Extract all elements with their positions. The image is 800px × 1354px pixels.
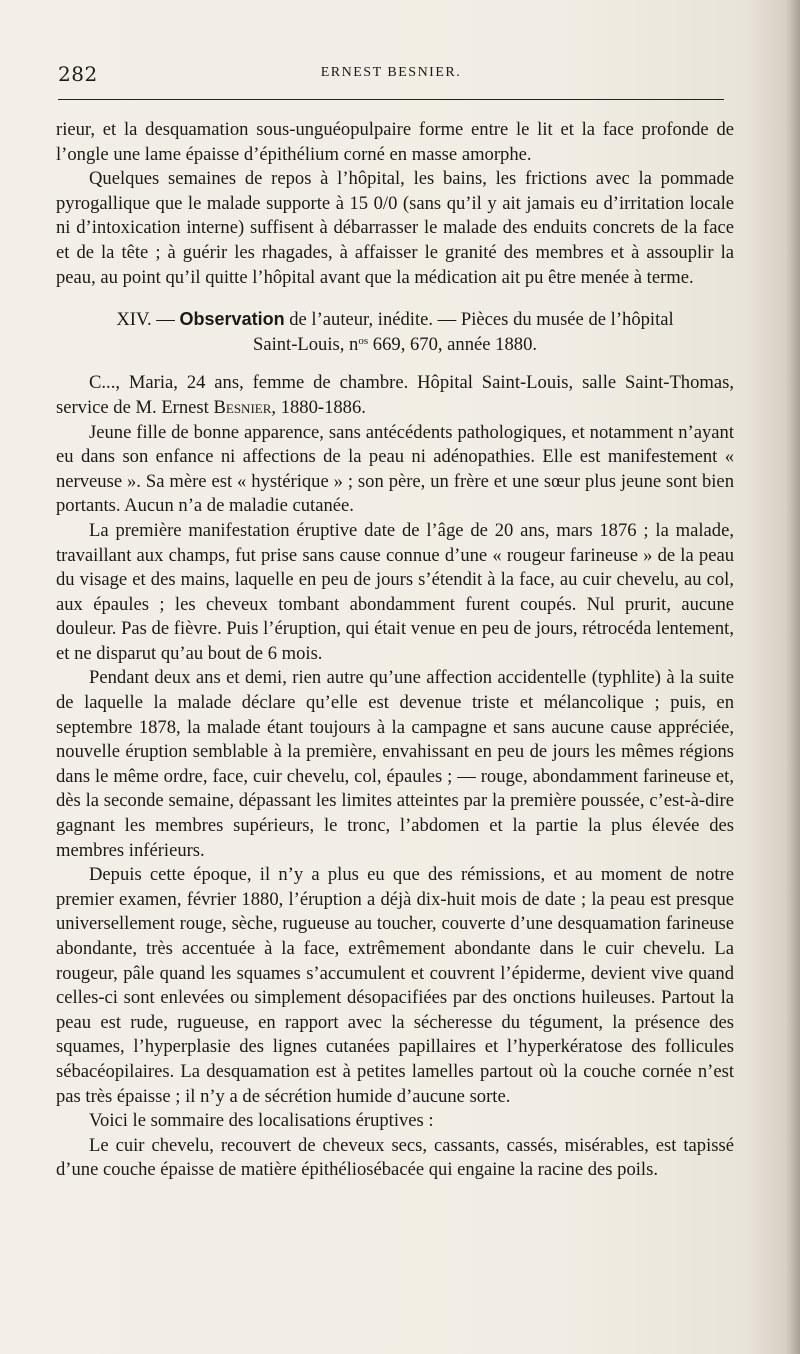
section-subtitle-prefix: Saint-Louis, n: [252, 333, 359, 355]
section-heading: [56, 307, 734, 357]
paragraph-treatment: Quelques semaines de repos à l’hôpital, les bains, les frictions avec la pommade pyrogallique que le malade supporte à 15 0/0 (sans qu’il y ait jamais eu d’irritation locale ni d’intoxication interne) suffisent à débarrasser le malade des enduits concrets de la face et de la tête ; à guérir les rhagades, à affaisser le granité des membres et à assouplir la peau, au point qu’il quitte l’hôpital avant que la médication ait pu être menée à terme.: [56, 168, 734, 288]
section-subtitle-sup: os: [358, 334, 369, 347]
running-head: ERNEST BESNIER.: [320, 65, 462, 80]
observation-intro-end: , 1880-1886.: [271, 396, 366, 418]
page-number: 282: [58, 62, 98, 86]
section-number: XIV. —: [116, 309, 175, 331]
observation-paragraph: Pendant deux ans et demi, rien autre qu’une affection accidentelle (typhlite) à la suite de laquelle la malade déclare qu’elle est devenue triste et mélancolique ; puis, en septembre 1878, la malade étant toujours à la campagne et sans aucune cause appréciée, nouvelle éruption semblable à la première, envahissant en peu de jours les mêmes régions dans le même ordre, face, cuir chevelu, col, épaules ; — rouge, abondamment farineuse et, dès la seconde semaine, dépassant les limites atteintes par la première poussée, c’est-à-dire gagnant les membres supérieurs, le tronc, l’abdomen et la partie la plus élevée des membres inférieurs.: [56, 667, 734, 861]
section-title-rest: de l’auteur, inédite. — Pièces du musée de l’hôpital: [289, 309, 674, 331]
observation-paragraph: Depuis cette époque, il n’y a plus eu que des rémissions, et au moment de notre premier examen, février 1880, l’éruption a déjà dix-huit mois de date ; la peau est presque universellement rouge, sèche, rugueuse au toucher, couverte d’une desquamation farineuse abondante, très accentuée à la face, extrêmement abondante dans le cuir chevelu. La rougeur, pâle quand les squames s’accumulent et couvrent l’épiderme, devient vive quand celles-ci sont enlevées ou simplement désopacifiées par des onctions huileuses. Partout la peau est rude, rugueuse, en rapport avec la sécheresse du tégument, la présence des squames, l’hyperplasie des lignes cutanées papillaires et l’hyperkératose des follicules sébacéopilaires. La desquamation est à petites lamelles partout où la couche cornée n’est pas très épaisse ; il n’y a de sécrétion humide d’aucune sorte.: [56, 864, 734, 1107]
observation-paragraph: La première manifestation éruptive date de l’âge de 20 ans, mars 1876 ; la malade, travaillant aux champs, fut prise sans cause connue d’une « rougeur farineuse » de la peau du visage et des mains, laquelle en peu de jours s’étendit à la face, au cuir chevelu, au col, aux épaules ; les cheveux tombant abondamment furent coupés. Nul prurit, aucune douleur. Pas de fièvre. Puis l’éruption, qui était venue en peu de jours, rétrocéda lentement, et ne disparut qu’au bout de 6 mois.: [56, 519, 734, 664]
author-name: Besnier: [213, 396, 272, 418]
header-rule: [58, 99, 724, 100]
section-subtitle-suffix: 669, 670, année 1880.: [372, 333, 538, 355]
paragraph-continuation: rieur, et la desquamation sous-unguéopulpaire forme entre le lit et la face profonde de l’ongle une lame épaisse d’épithélium corné en masse amorphe.: [56, 119, 734, 165]
observation-intro-start: C..., Maria, 24 ans, femme de chambre. Hôpital Saint-Louis, salle Saint-Thomas, service de M. Ernest: [56, 372, 734, 418]
body-text: [56, 118, 734, 1183]
observation-paragraph: Jeune fille de bonne apparence, sans antécédents pathologiques, et notamment n’ayant eu dans son enfance ni affections de la peau ni adénopathies. Elle est manifestement « nerveuse ». Sa mère est « hystérique » ; son père, un frère et une sœur plus jeune sont bien portants. Aucun n’a de maladie cutanée.: [56, 421, 734, 517]
spacer: [56, 357, 734, 371]
observation-paragraph: Le cuir chevelu, recouvert de cheveux secs, cassants, cassés, misérables, est tapissé d’une couche épaisse de matière épithéliosébacée qui engaine la racine des poils.: [56, 1134, 734, 1181]
observation-intro: [56, 371, 734, 420]
observation-paragraph: Voici le sommaire des localisations éruptives :: [89, 1110, 434, 1132]
section-title-bold: Observation: [179, 309, 285, 330]
page-header: [58, 62, 724, 88]
page-edge-shadow: [786, 0, 800, 1354]
